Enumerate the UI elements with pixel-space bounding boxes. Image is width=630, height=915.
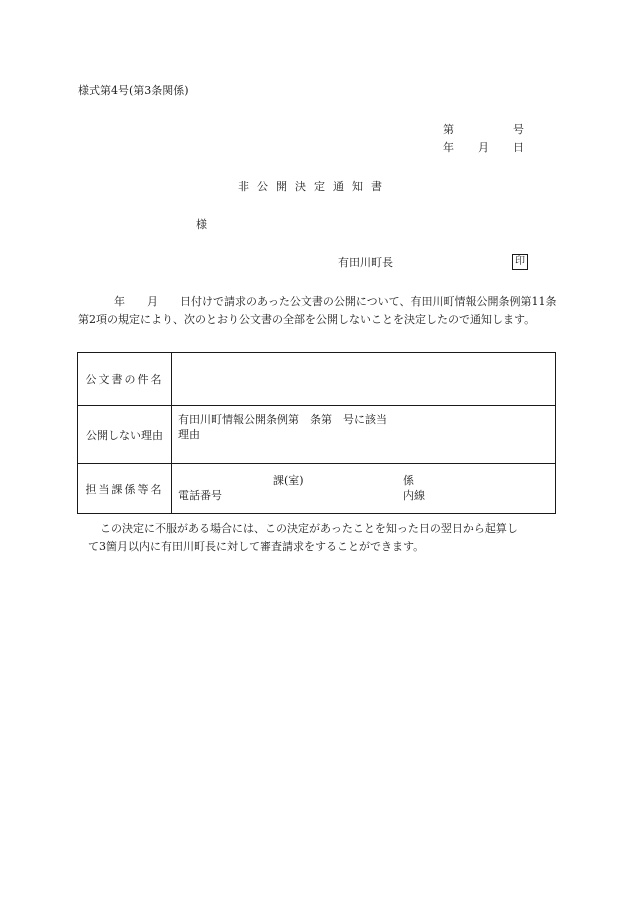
table-row-subject — [78, 353, 555, 406]
subject-label: 公文書の件名 — [78, 353, 172, 405]
doc-number-suffix: 号 — [513, 123, 524, 136]
extension-label: 内線 — [403, 489, 425, 502]
reason-item: 号に該当 — [343, 413, 387, 426]
form-number: 様式第4号(第3条関係) — [78, 84, 189, 97]
reason-ordinance: 有田川町情報公開条例第 — [178, 413, 299, 426]
title-char: 通 — [333, 180, 344, 193]
title-char: 定 — [314, 180, 325, 193]
notice-table — [77, 352, 556, 514]
addressee: 様 — [196, 218, 207, 231]
reason-label: 公開しない理由 — [78, 406, 172, 463]
appeal-line-1: この決定に不服がある場合には、この決定があったことを知った日の翌日から起算し — [100, 522, 518, 535]
contact-label: 担当課係等名 — [78, 464, 172, 514]
notice-body — [78, 293, 558, 329]
seal-mark: 印 — [512, 254, 528, 270]
title-char: 決 — [295, 180, 306, 193]
page-title — [238, 180, 390, 194]
reason-line-2: 理由 — [178, 428, 200, 441]
body-month: 月 — [147, 295, 158, 308]
doc-date-month: 月 — [478, 141, 489, 154]
body-year: 年 — [114, 295, 125, 308]
document-number — [443, 123, 524, 137]
appeal-line-2: て3箇月以内に有田川町長に対して審査請求をすることができます。 — [88, 540, 425, 553]
doc-date-day: 日 — [513, 141, 524, 154]
phone-label: 電話番号 — [178, 489, 222, 502]
title-char: 知 — [352, 180, 363, 193]
title-char: 開 — [276, 180, 287, 193]
document-date — [443, 141, 524, 155]
title-char: 非 — [238, 180, 249, 193]
appeal-notice — [78, 520, 558, 556]
body-text: 日付けで請求のあった公文書の公開について、有田川町情報公開条例第11条第2項の規定により、次のとおり公文書の全部を公開しないことを決定したので通知します。 — [78, 295, 557, 326]
reason-article: 条第 — [310, 413, 332, 426]
division-label: 課(室) — [273, 474, 304, 487]
table-row-contact — [78, 464, 555, 514]
doc-number-prefix: 第 — [443, 123, 454, 136]
table-row-reason — [78, 406, 555, 464]
title-char: 書 — [371, 180, 382, 193]
title-char: 公 — [257, 180, 268, 193]
doc-date-year: 年 — [443, 141, 454, 154]
reason-line-1 — [178, 413, 387, 427]
section-label: 係 — [403, 474, 414, 487]
sender-name: 有田川町長 — [338, 256, 393, 269]
